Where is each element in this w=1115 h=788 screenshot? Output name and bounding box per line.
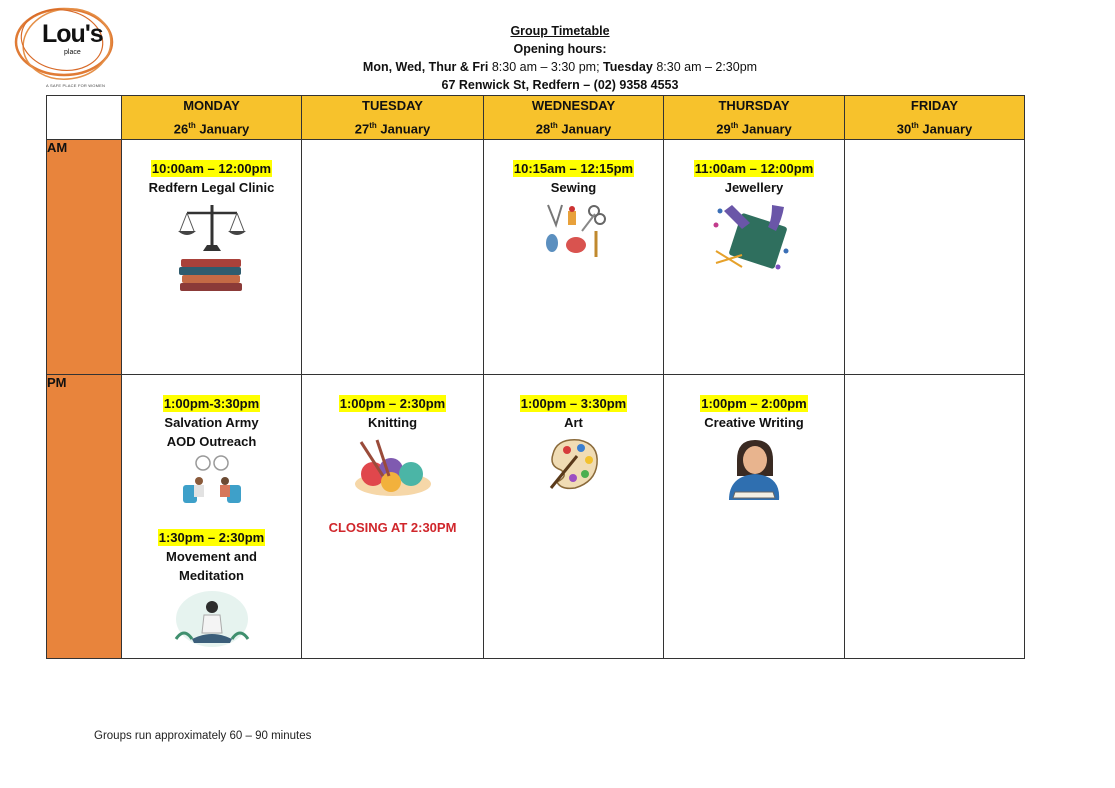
session-time: 1:00pm – 2:30pm — [339, 396, 446, 412]
day-header-wednesday: WEDNESDAY 28th January — [484, 96, 664, 140]
session-activity: Art — [564, 415, 583, 431]
session-time: 1:00pm – 3:30pm — [520, 396, 627, 412]
footer-note: Groups run approximately 60 – 90 minutes — [94, 730, 312, 742]
pm-thursday — [664, 375, 845, 659]
am-monday — [122, 140, 302, 375]
tuesday-label: Tuesday — [603, 60, 653, 74]
period-am: AM — [47, 140, 122, 375]
knitting-yarn-icon — [353, 436, 433, 498]
jewellery-making-icon — [712, 201, 796, 281]
day-header-friday: FRIDAY 30th January — [845, 96, 1025, 140]
logo-tagline: A SAFE PLACE FOR WOMEN — [46, 83, 106, 88]
session-time: 1:30pm – 2:30pm — [158, 530, 265, 546]
timetable-header — [300, 22, 820, 94]
lous-place-logo — [12, 4, 122, 94]
logo-subtext: place — [64, 49, 81, 56]
creative-writing-icon — [719, 436, 789, 502]
logo-text: Lou's — [42, 20, 103, 48]
session-activity: Salvation Army — [164, 415, 259, 431]
session-time: 1:00pm – 2:00pm — [701, 396, 807, 412]
page-title: Group Timetable — [510, 24, 610, 38]
opening-hours-label: Opening hours: — [513, 42, 607, 56]
pm-wednesday — [484, 375, 664, 659]
weekdays-label: Mon, Wed, Thur & Fri — [362, 60, 489, 74]
pm-monday — [122, 375, 302, 659]
session-activity: Knitting — [367, 415, 418, 431]
session-time: 11:00am – 12:00pm — [694, 161, 814, 177]
am-tuesday — [302, 140, 484, 375]
tuesday-hours: 8:30 am – 2:30pm — [656, 60, 758, 74]
session-activity-line2: AOD Outreach — [166, 434, 257, 450]
am-thursday — [664, 140, 845, 375]
day-header-monday: MONDAY 26th January — [122, 96, 302, 140]
day-header-tuesday: TUESDAY 27th January — [302, 96, 484, 140]
pm-friday — [845, 375, 1025, 659]
corner-cell — [47, 96, 122, 140]
day-header-thursday: THURSDAY 29th January — [664, 96, 845, 140]
opening-hours-line — [300, 58, 820, 76]
legal-scales-books-icon — [177, 201, 247, 297]
session-time: 1:00pm-3:30pm — [163, 396, 260, 412]
session-activity: Movement and — [165, 549, 257, 565]
session-activity: Jewellery — [724, 180, 784, 196]
session-activity: Creative Writing — [704, 415, 804, 431]
period-pm: PM — [47, 375, 122, 659]
am-wednesday — [484, 140, 664, 375]
address-line: 67 Renwick St, Redfern – (02) 9358 4553 — [441, 78, 679, 92]
counselling-chat-icon — [177, 455, 247, 509]
sewing-kit-icon — [542, 201, 606, 261]
session-activity: Redfern Legal Clinic — [148, 180, 275, 196]
am-friday — [845, 140, 1025, 375]
session-time: 10:15am – 12:15pm — [513, 161, 634, 177]
session-activity: Sewing — [550, 180, 597, 196]
art-palette-icon — [547, 436, 601, 492]
timetable-grid — [46, 95, 1025, 659]
closing-notice: CLOSING AT 2:30PM — [328, 520, 457, 536]
meditation-icon — [172, 589, 252, 651]
session-activity-line2: Meditation — [179, 568, 244, 584]
pm-tuesday — [302, 375, 484, 659]
weekdays-hours: 8:30 am – 3:30 pm; — [491, 60, 600, 74]
session-time: 10:00am – 12:00pm — [151, 161, 272, 177]
